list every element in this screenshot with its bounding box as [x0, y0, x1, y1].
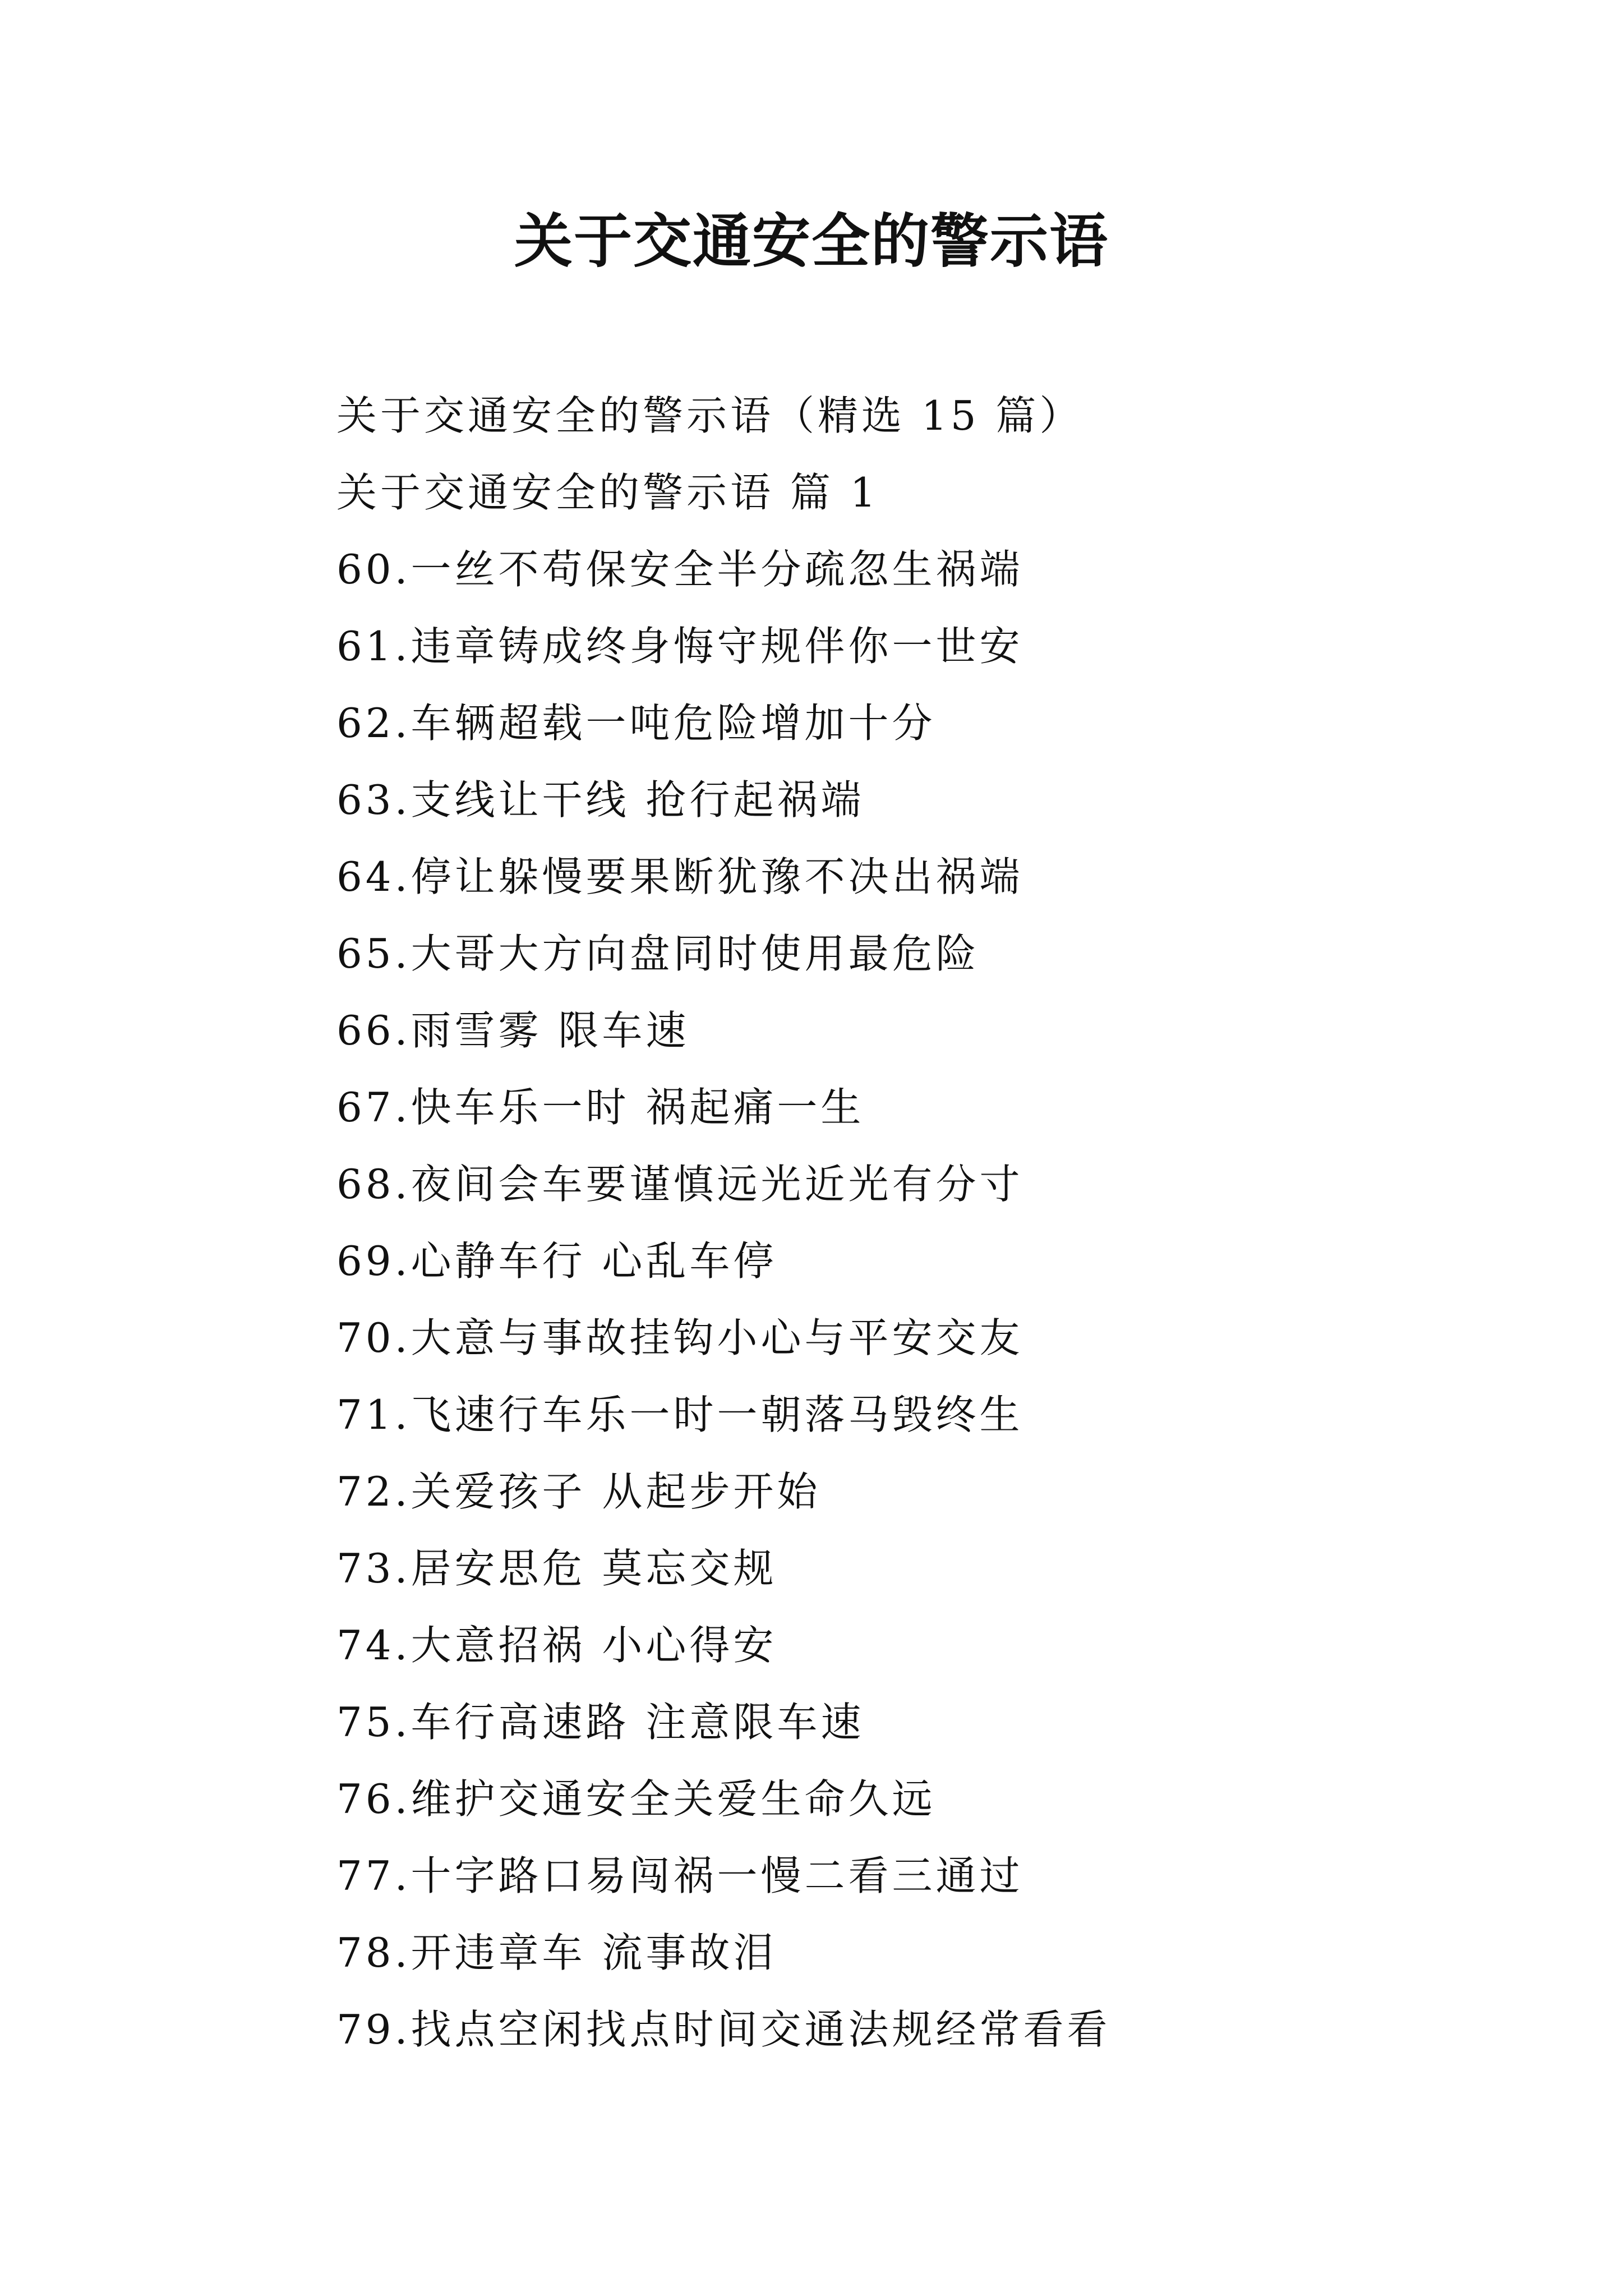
list-item: 79.找点空闲找点时间交通法规经常看看 [336, 2006, 1111, 2053]
list-item: 75.车行高速路 注意限车速 [336, 1699, 865, 1746]
list-item: 72.关爱孩子 从起步开始 [336, 1468, 821, 1515]
list-item: 65.大哥大方向盘同时使用最危险 [336, 930, 980, 977]
list-item: 73.居安思危 莫忘交规 [336, 1545, 777, 1592]
list-item: 66.雨雪雾 限车速 [336, 1007, 690, 1054]
document-title: 关于交通安全的警示语 [514, 206, 1109, 275]
subtitle-line: 关于交通安全的警示语（精选 15 篇） [336, 392, 1083, 439]
list-item: 70.大意与事故挂钩小心与平安交友 [336, 1314, 1023, 1361]
list-item: 78.开违章车 流事故泪 [336, 1929, 777, 1976]
list-item: 68.夜间会车要谨慎远光近光有分寸 [336, 1161, 1023, 1208]
list-item: 62.车辆超载一吨危险增加十分 [336, 700, 936, 747]
list-item: 69.心静车行 心乱车停 [336, 1237, 777, 1285]
list-item: 76.维护交通安全关爱生命久远 [336, 1775, 936, 1823]
section-heading: 关于交通安全的警示语 篇 1 [336, 469, 879, 516]
list-item: 74.大意招祸 小心得安 [336, 1622, 777, 1669]
list-item: 71.飞速行车乐一时一朝落马毁终生 [336, 1391, 1023, 1438]
list-item: 64.停让躲慢要果断犹豫不决出祸端 [336, 853, 1023, 900]
list-item: 77.十字路口易闯祸一慢二看三通过 [336, 1852, 1023, 1899]
list-item: 60.一丝不苟保安全半分疏忽生祸端 [336, 546, 1023, 593]
list-item: 61.违章铸成终身悔守规伴你一世安 [336, 623, 1023, 670]
list-item: 63.支线让干线 抢行起祸端 [336, 776, 865, 823]
document-body [336, 378, 1458, 2068]
list-item: 67.快车乐一时 祸起痛一生 [336, 1084, 865, 1131]
